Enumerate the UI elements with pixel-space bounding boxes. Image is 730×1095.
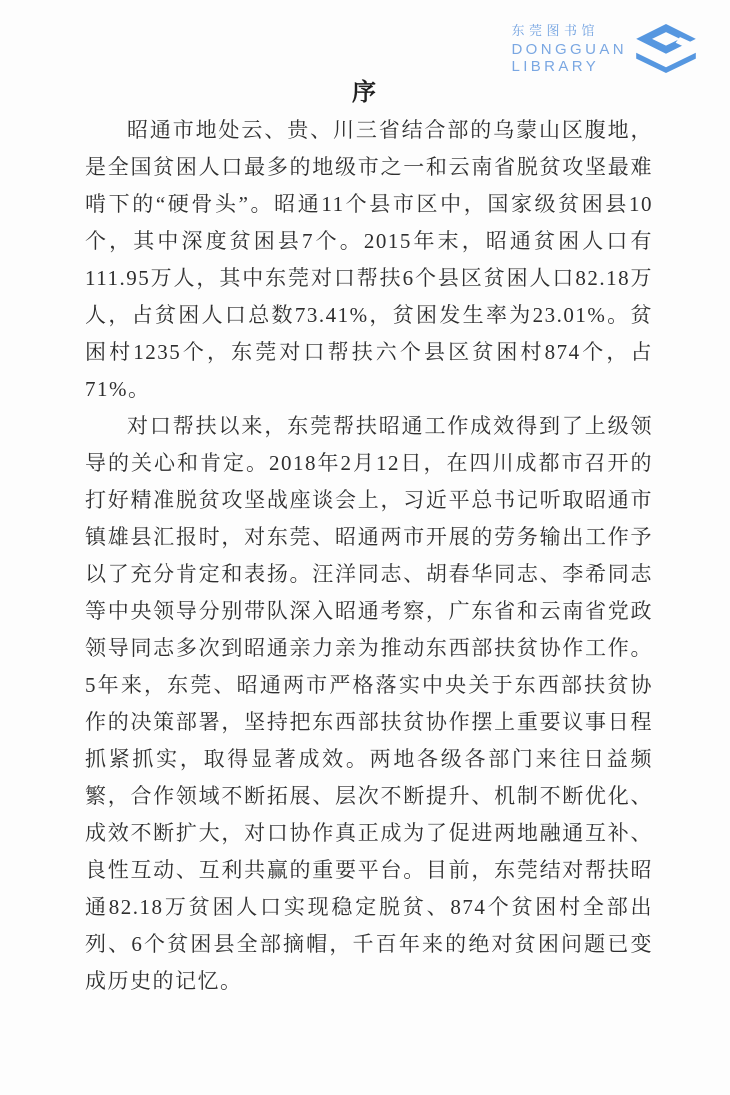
paragraph-1: 昭通市地处云、贵、川三省结合部的乌蒙山区腹地，是全国贫困人口最多的地级市之一和云南省脱贫攻坚最难啃下的“硬骨头”。昭通11个县市区中，国家级贫困县10个，其中深度贫困县7个。2015年末，昭通贫困人口有111.95万人，其中东莞对口帮扶6个县区贫困人口82.18万人，占贫困人口总数73.41%，贫困发生率为23.01%。贫困村1235个，东莞对口帮扶六个县区贫困村874个，占71%。 xyxy=(85,118,653,401)
logo-english-name-line2: LIBRARY xyxy=(511,58,600,75)
logo-english-name-line1: DONGGUAN xyxy=(511,41,627,58)
preface-body xyxy=(85,112,653,1000)
paragraph-2: 对口帮扶以来，东莞帮扶昭通工作成效得到了上级领导的关心和肯定。2018年2月12日，在四川成都市召开的打好精准脱贫攻坚战座谈会上，习近平总书记听取昭通市镇雄县汇报时，对东莞、昭通两市开展的劳务输出工作予以了充分肯定和表扬。汪洋同志、胡春华同志、李希同志等中央领导分别带队深入昭通考察，广东省和云南省党政领导同志多次到昭通亲力亲为推动东西部扶贫协作工作。5年来，东莞、昭通两市严格落实中央关于东西部扶贫协作的决策部署，坚持把东西部扶贫协作摆上重要议事日程抓紧抓实，取得显著成效。两地各级各部门来往日益频繁，合作领域不断拓展、层次不断提升、机制不断优化、成效不断扩大，对口协作真正成为了促进两地融通互补、良性互动、互利共赢的重要平台。目前，东莞结对帮扶昭通82.18万贫困人口实现稳定脱贫、874个贫困村全部出列、6个贫困县全部摘帽，千百年来的绝对贫困问题已变成历史的记忆。 xyxy=(85,414,653,993)
page-title: 序 xyxy=(352,80,378,106)
library-logo-text xyxy=(511,20,627,75)
library-logo-icon xyxy=(634,23,698,73)
logo-chinese-name: 东莞图书馆 xyxy=(511,23,599,38)
library-logo xyxy=(511,20,698,75)
